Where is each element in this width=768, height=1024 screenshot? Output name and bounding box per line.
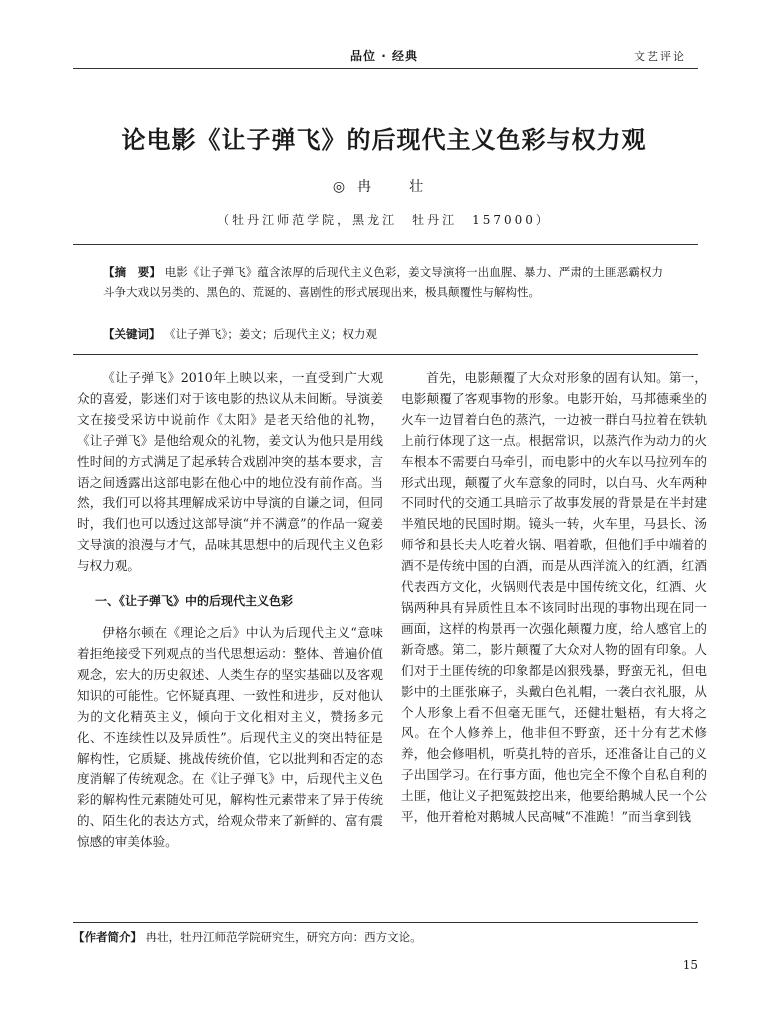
header-divider <box>73 68 698 69</box>
abstract-text: 电影《让子弹飞》蕴含浓厚的后现代主义色彩，姜文导演将一出血腥、暴力、严肃的土匪恶霸权力斗争大戏以另类的、黑色的、荒诞的、喜剧性的形式展现出来，极具颠覆性与解构性。 <box>103 265 663 299</box>
abstract-divider <box>73 354 698 355</box>
author-note <box>73 928 698 946</box>
author-note-label: 【作者简介】 <box>73 930 142 944</box>
author-note-text: 冉壮，牡丹江师范学院研究生，研究方向：西方文论。 <box>145 930 422 944</box>
running-header-category: 文艺评论 <box>634 50 686 63</box>
section-heading: 一、《让子弹飞》中的后现代主义色彩 <box>95 594 294 609</box>
body-paragraph: 《让子弹飞》2010年上映以来，一直受到广大观众的喜爱，影迷们对于该电影的热议从未间断。导演姜文在接受采访中说前作《太阳》是老天给他的礼物，《让子弹飞》是他给观众的礼物，姜文认为他只是用线性时间的方式满足了起承转合戏剧冲突的基本要求，言语之间透露出这部电影在他心中的地位没有前作高。当然，我们可以将其理解成采访中导演的自谦之词，但同时，我们也可以透过这部导演“并不满意”的作品一窥姜文导演的浪漫与才气，品味其思想中的后现代主义色彩与权力观。 <box>77 370 383 574</box>
page-number: 15 <box>682 958 698 972</box>
keywords <box>103 324 663 344</box>
body-paragraph: 伊格尔顿在《理论之后》中认为后现代主义“意味着拒绝接受下列观点的当代思想运动：整体、普遍价值观念，宏大的历史叙述、人类生存的坚实基础以及客观知识的可能性。它怀疑真理、一致性和进步，反对他认为的文化精英主义，倾向于文化相对主义，赞扬多元化、不连续性以及异质性”。后现代主义的突出特征是解构性，它质疑、挑战传统价值，它以批判和否定的态度消解了传统观念。在《让子弹飞》中，后现代主义色彩的解构性元素随处可见，解构性元素带来了异于传统的、陌生化的表达方式，给观众带来了新鲜的、富有震惊感的审美体验。 <box>77 625 383 850</box>
keywords-text: 《让子弹飞》；姜文；后现代主义；权力观 <box>164 327 377 341</box>
author-affiliation: （牡丹江师范学院，黑龙江 牡丹江 157000） <box>217 213 551 227</box>
body-column-left <box>77 368 383 853</box>
title-divider <box>73 244 698 245</box>
body-paragraph: 首先，电影颠覆了大众对形象的固有认知。第一，电影颠覆了客观事物的形象。电影开始，马邦德乘坐的火车一边冒着白色的蒸汽，一边被一群白马拉着在铁轨上前行体现了这一点。根据常识，以蒸汽作为动力的火车根本不需要白马牵引，而电影中的火车以马拉列车的形式出现，颠覆了火车意象的同时，以白马、火车两种不同时代的交通工具暗示了故事发展的背景是在半封建半殖民地的民国时期。镜头一转，火车里，马县长、汤师爷和县长夫人吃着火锅、唱着歌，但他们手中端着的酒不是传统中国的白酒，而是从西洋流入的红酒，红酒代表西方文化，火锅则代表是中国传统文化，红酒、火锅两种具有异质性且本不该同时出现的事物出现在同一画面，这样的构景再一次强化颠覆力度，给人感官上的新奇感。第二，影片颠覆了大众对人物的固有印象。人们对于土匪传统的印象都是凶狠残暴，野蛮无礼，但电影中的土匪张麻子，头戴白色礼帽，一袭白衣礼服，从个人形象上看不但毫无匪气，还健壮魁梧，有大将之风。在个人修养上，他非但不野蛮，还十分有艺术修养，他会修唱机，听莫扎特的音乐，还准备让自己的义子出国学习。在行事方面，他也完全不像个自私自利的土匪，他让义子把冤鼓挖出来，他要给鹅城人民一个公平，他开着枪对鹅城人民高喊“不准跪！”而当拿到钱 <box>401 370 707 825</box>
keywords-label: 【关键词】 <box>103 327 161 341</box>
running-header-section: 品位 · 经典 <box>350 49 418 63</box>
footnote-divider <box>73 922 698 923</box>
abstract-label: 【摘 要】 <box>103 265 161 279</box>
author-name: ◎冉 壮 <box>332 179 436 195</box>
abstract <box>103 262 663 302</box>
body-column-right <box>401 368 707 828</box>
article-title: 论电影《让子弹飞》的后现代主义色彩与权力观 <box>121 126 647 154</box>
